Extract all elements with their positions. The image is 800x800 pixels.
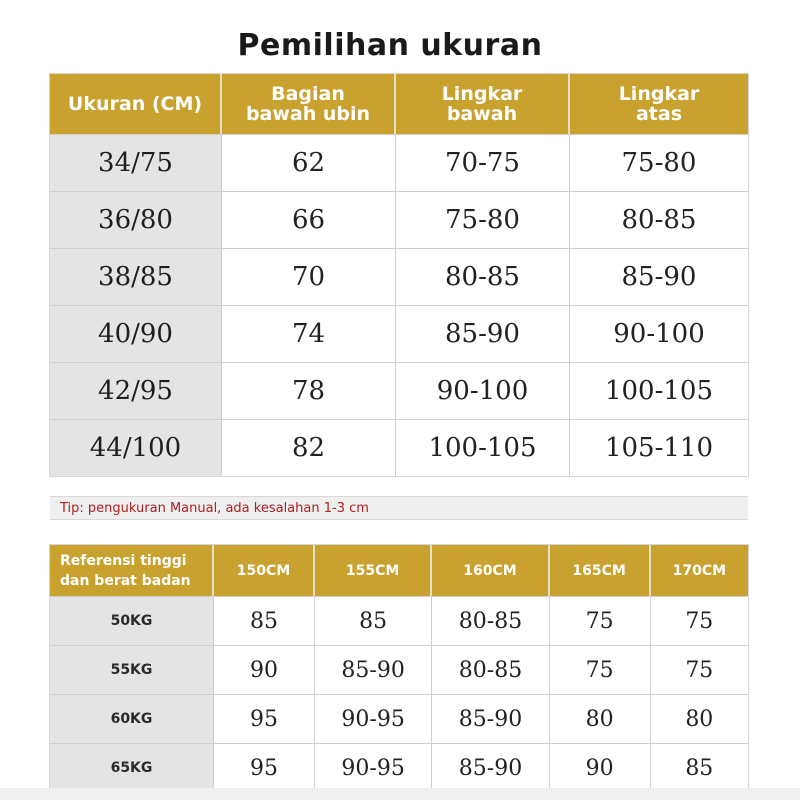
size-header-lingkar-atas: Lingkar atas xyxy=(570,74,748,134)
reference-cell: 80 xyxy=(550,694,651,743)
table-row xyxy=(50,694,748,743)
table-row xyxy=(50,596,748,645)
size-cell: 100-105 xyxy=(570,362,748,419)
table-row xyxy=(50,134,748,191)
reference-header-height: 155CM xyxy=(315,545,432,596)
weight-cell: 55KG xyxy=(50,645,214,694)
reference-header-height: 150CM xyxy=(214,545,315,596)
reference-cell: 75 xyxy=(651,645,748,694)
reference-cell: 90-95 xyxy=(315,743,432,792)
size-cell: 40/90 xyxy=(50,305,222,362)
reference-cell: 95 xyxy=(214,694,315,743)
weight-cell: 60KG xyxy=(50,694,214,743)
reference-cell: 85-90 xyxy=(432,694,549,743)
reference-cell: 85 xyxy=(214,596,315,645)
reference-header-height: 160CM xyxy=(432,545,549,596)
reference-cell: 80-85 xyxy=(432,596,549,645)
reference-cell: 85 xyxy=(651,743,748,792)
size-cell: 105-110 xyxy=(570,419,748,476)
size-cell: 44/100 xyxy=(50,419,222,476)
reference-header-height: 170CM xyxy=(651,545,748,596)
reference-table xyxy=(50,545,748,792)
size-cell: 70-75 xyxy=(396,134,570,191)
size-cell: 75-80 xyxy=(396,191,570,248)
size-cell: 90-100 xyxy=(396,362,570,419)
size-table-header-row xyxy=(50,74,748,134)
table-row xyxy=(50,362,748,419)
size-cell: 34/75 xyxy=(50,134,222,191)
table-row xyxy=(50,305,748,362)
reference-cell: 90 xyxy=(550,743,651,792)
size-cell: 36/80 xyxy=(50,191,222,248)
reference-cell: 90 xyxy=(214,645,315,694)
table-row xyxy=(50,419,748,476)
weight-cell: 65KG xyxy=(50,743,214,792)
size-cell: 70 xyxy=(222,248,396,305)
size-header-bagian-bawah-ubin: Bagian bawah ubin xyxy=(222,74,396,134)
reference-table-header-row xyxy=(50,545,748,596)
size-header-ukuran: Ukuran (CM) xyxy=(50,74,222,134)
reference-cell: 80-85 xyxy=(432,645,549,694)
size-cell: 38/85 xyxy=(50,248,222,305)
size-cell: 42/95 xyxy=(50,362,222,419)
reference-cell: 85 xyxy=(315,596,432,645)
bottom-bar xyxy=(0,788,800,800)
size-cell: 62 xyxy=(222,134,396,191)
size-cell: 100-105 xyxy=(396,419,570,476)
size-header-lingkar-bawah: Lingkar bawah xyxy=(396,74,570,134)
table-row xyxy=(50,743,748,792)
size-cell: 82 xyxy=(222,419,396,476)
reference-cell: 90-95 xyxy=(315,694,432,743)
size-cell: 85-90 xyxy=(570,248,748,305)
size-cell: 90-100 xyxy=(570,305,748,362)
reference-header-height: 165CM xyxy=(550,545,651,596)
size-cell: 75-80 xyxy=(570,134,748,191)
reference-cell: 80 xyxy=(651,694,748,743)
size-cell: 74 xyxy=(222,305,396,362)
weight-cell: 50KG xyxy=(50,596,214,645)
size-table xyxy=(50,74,748,476)
reference-cell: 85-90 xyxy=(432,743,549,792)
table-row xyxy=(50,645,748,694)
size-cell: 78 xyxy=(222,362,396,419)
size-cell: 66 xyxy=(222,191,396,248)
measurement-tip: Tip: pengukuran Manual, ada kesalahan 1-3 cm xyxy=(50,496,748,520)
reference-header-label: Referensi tinggi dan berat badan xyxy=(50,545,214,596)
reference-cell: 75 xyxy=(550,645,651,694)
reference-cell: 95 xyxy=(214,743,315,792)
size-cell: 80-85 xyxy=(570,191,748,248)
page-title: Pemilihan ukuran xyxy=(237,28,543,63)
reference-cell: 75 xyxy=(550,596,651,645)
reference-cell: 75 xyxy=(651,596,748,645)
size-cell: 80-85 xyxy=(396,248,570,305)
table-row xyxy=(50,248,748,305)
reference-cell: 85-90 xyxy=(315,645,432,694)
table-row xyxy=(50,191,748,248)
size-cell: 85-90 xyxy=(396,305,570,362)
